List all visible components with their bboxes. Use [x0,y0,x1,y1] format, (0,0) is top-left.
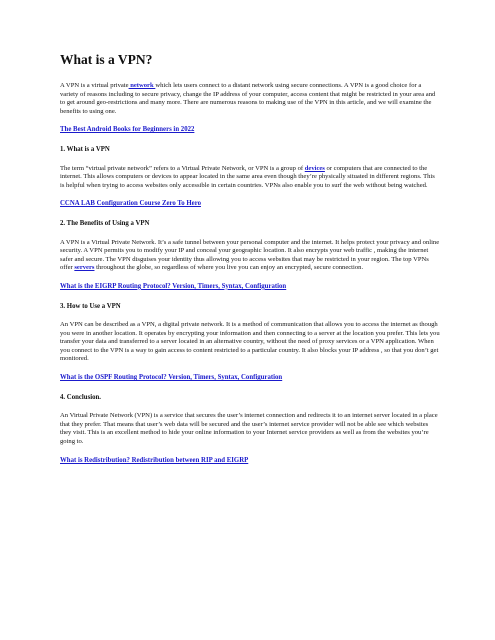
section-paragraph-how-to-use: An VPN can be described as a VPN, a digital private network. It is a method of communication that allows you to access the internet as though you were in another location. It operates by encrypting your information and then connecting to a server at the location you prefer. This lets you transfer your data and transferred to a server located in an alternative country, without the need of proxy services or a VPN application. When you connect to the VPN is a way to gain access to content restricted to a particular country. It also blocks your IP address , so that you don’t get monitored. [60,321,440,363]
eigrp-link[interactable]: What is the EIGRP Routing Protocol? Version, Timers, Syntax, Configuration [60,282,287,290]
section-paragraph-conclusion: An Virtual Private Network (VPN) is a service that secures the user’s internet connection and redirects it to an internet server located in a place that they prefer. That means that user’s web data will be secured and the user’s internet service provider will not be able see which websites they visit. This is an excellent method to hide your online information to your Internet service providers as well as from the websites you’re going to. [60,412,438,446]
section2-text-after: throughout the globe, so regardless of where you live you can enjoy an encrypted, secure connection. [94,264,364,272]
section-heading-conclusion: 4. Conclusion. [60,393,101,401]
section-heading-what-is-vpn: 1. What is a VPN [60,145,110,153]
devices-link[interactable]: devices [304,164,325,172]
section-heading-how-to-use: 3. How to Use a VPN [60,302,121,310]
ccna-lab-link[interactable]: CCNA LAB Configuration Course Zero To Hero [60,200,201,208]
document-page [60,52,440,476]
intro-text-before: A VPN is a virtual private [60,82,129,89]
related-link-row-5 [60,457,440,466]
related-link-row-3 [60,283,440,292]
redistribution-link[interactable]: What is Redistribution? Redistribution between RIP and EIGRP [60,456,249,464]
section-heading-benefits: 2. The Benefits of Using a VPN [60,219,150,227]
servers-link[interactable]: servers [74,264,95,272]
section1-text-after: or computers that are connected to the internet. This allows computers or devices to appear located in the same area even though they’re physically situated in different regions. This is helpful when trying to access websites only accessible in certain countries. VPNs also enable you to surf the web without being watched. [60,164,435,189]
intro-text-after: which lets users connect to a distant network using secure connections. A VPN is a good choice for a variety of reasons including to secure privacy, change the IP address of your computer, access content that might be restricted in your area and to get around geo-restrictions and many more. There are numerous reasons to making use of the VPN in this article, and we will examine the benefits to using one. [60,82,436,115]
related-link-row-2 [60,200,440,209]
ospf-link[interactable]: What is the OSPF Routing Protocol? Version, Timers, Syntax, Configuration [60,374,283,382]
network-link[interactable]: network [128,82,156,89]
intro-paragraph [60,82,440,116]
section2-text-before: A VPN is a Virtual Private Network. It’s a safe tunnel between your personal computer and the internet. It helps protect your privacy and online security. A VPN permits you to modify your IP and conceal your geographic location. It also encrypts your web traffic , making the internet safer and secure. The VPN disguises your identity thus allowing you to access websites that may be restricted in your region. The top VPNs offer [60,238,440,272]
related-link-row-4 [60,374,440,383]
related-link-row-1 [60,126,440,135]
section-paragraph-benefits [60,239,440,273]
section1-text-before: The term “virtual private network” refers to a Virtual Private Network, or VPN is a group of [60,164,305,172]
page-title: What is a VPN? [60,52,153,67]
android-books-link[interactable]: The Best Android Books for Beginners in 2022 [60,126,195,134]
section-paragraph-what-is-vpn [60,165,440,191]
